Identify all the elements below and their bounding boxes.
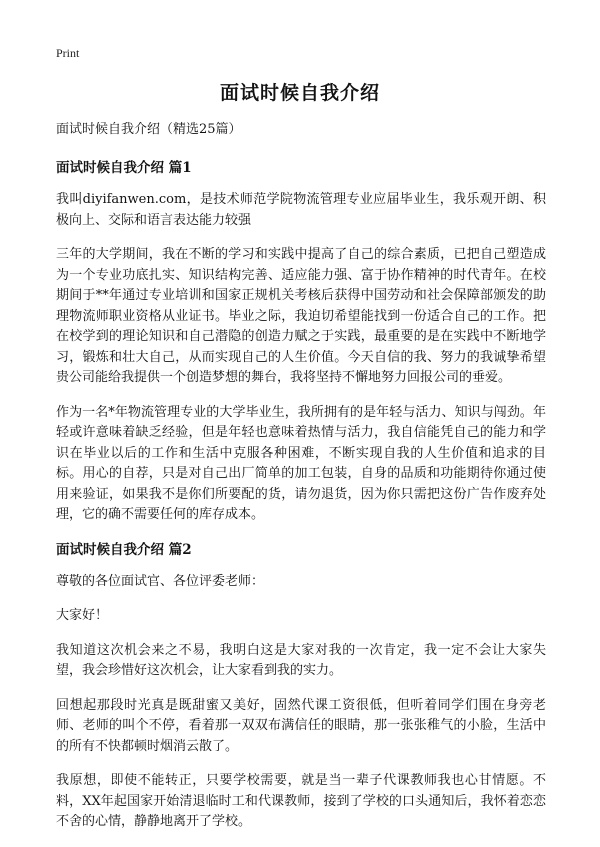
paragraph: 回想起那段时光真是既甜蜜又美好，固然代课工资很低，但听着同学们围在身旁老师、老师的叫个不停，看着那一双双布满信任的眼睛，那一张张稚气的小脸，生活中的所有不快都顿时烟消云散了。 [56, 697, 546, 754]
paragraph: 大家好！ [56, 608, 109, 623]
paragraph: 三年的大学期间，我在不断的学习和实践中提高了自己的综合素质，已把自己塑造成为一个专业功底扎实、知识结构完善、适应能力强、富于协作精神的时代青年。在校期间于**年通过专业培训和国家正规机关考核后获得中国劳动和社会保障部颁发的助理物流师职业资格从业证书。毕业之际，我迫切希望能找到一份适合自己的工作。把在校学到的理论知识和自己潜隐的创造力赋之于实践，最重要的是在实践中不断地学习，锻炼和壮大自己，从而实现自己的人生价值。今天自信的我、努力的我诚挚希望贵公司能给我提供一个创造梦想的舞台，我将坚持不懈地努力回报公司的垂爱。 [56, 247, 546, 385]
paragraph: 我叫diyifanwen.com，是技术师范学院物流管理专业应届毕业生，我乐观开朗、积极向上、交际和语言表达能力较强 [56, 192, 546, 228]
document-body [56, 120, 546, 847]
paragraph: 我知道这次机会来之不易，我明白这是大家对我的一次肯定，我一定不会让大家失望，我会珍惜好这次机会，让大家看到我的实力。 [56, 642, 546, 678]
paragraph: 尊敬的各位面试官、各位评委老师： [56, 573, 265, 589]
print-link[interactable]: Print [56, 46, 80, 60]
paragraph: 我原想，即使不能转正，只要学校需要，就是当一辈子代课教师我也心甘情愿。不料，XX年起国家开始清退临时工和代课教师，接到了学校的口头通知后，我怀着恋恋不舍的心情，静静地离开了学校。 [56, 773, 546, 829]
document-subtitle: 面试时候自我介绍（精选25篇） [56, 122, 242, 137]
section-heading-2: 面试时候自我介绍 篇2 [56, 541, 192, 558]
page-title: 面试时候自我介绍 [219, 82, 380, 104]
section-heading-1: 面试时候自我介绍 篇1 [56, 160, 192, 176]
paragraph: 作为一名*年物流管理专业的大学毕业生，我所拥有的是年轻与活力、知识与闯劲。年轻或许意味着缺乏经验，但是年轻也意味着热情与活力，我自信能凭自己的能力和学识在毕业以后的工作和生活中克服各种困难，不断实现自我的人生价值和追求的目标。用心的自荐，只是对自己出厂简单的加工包装，自身的品质和功能期待你通过使用来验证，如果我不是你们所要配的货，请勿退货，因为你只需把这份广告作废弃处理，它的确不需要任何的库存成本。 [56, 404, 546, 522]
